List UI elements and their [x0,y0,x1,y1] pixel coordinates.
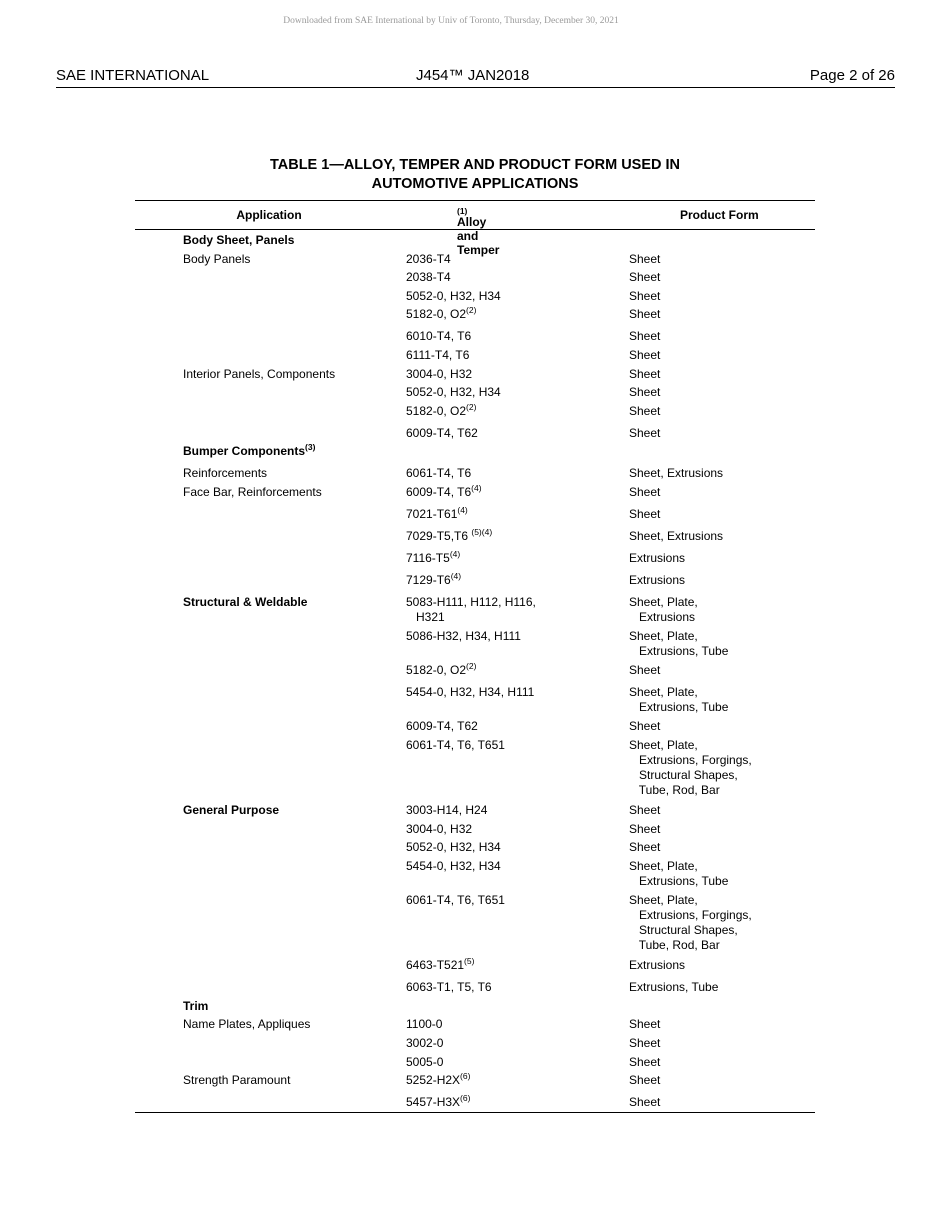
alloy-temper-cell [406,367,472,382]
application-cell-text: Bumper Components [183,444,306,458]
footnote-marker: (4) [471,483,482,493]
alloy-temper-cell [406,485,482,500]
alloy-temper-cell-text: 6009-T4, T62 [406,426,478,440]
alloy-temper-cell-text: 5182-0, O2 [406,404,467,418]
alloy-temper-cell [406,466,471,481]
column-header-alloy-label: Alloy and Temper [457,215,500,257]
product-form-cell [629,466,723,481]
alloy-temper-cell-text: 5052-0, H32, H34 [406,289,501,303]
product-form-cell [629,1036,660,1051]
footnote-marker: (3) [305,442,316,452]
product-form-cell-text: Extrusions [629,551,686,565]
product-form-cell-text: Sheet [629,840,661,854]
product-form-cell [629,803,660,818]
product-form-cell-text: Sheet [629,822,661,836]
alloy-temper-cell [406,307,476,322]
product-form-cell [629,859,728,889]
product-form-cell [629,404,660,419]
alloy-temper-cell [406,738,505,753]
product-form-cell [629,629,728,659]
alloy-temper-cell [406,685,534,700]
alloy-temper-cell [406,404,476,419]
header-doc-id: J454™ JAN2018 [416,67,530,84]
product-form-cell-text: Sheet, Plate, Extrusions, Tube [629,629,729,658]
product-form-cell [629,485,660,500]
header-page-number: Page 2 of 26 [809,67,895,84]
application-cell [183,595,307,610]
alloy-temper-cell-text: 6010-T4, T6 [406,329,472,343]
product-form-cell-text: Sheet [629,367,661,381]
application-cell-text: Face Bar, Reinforcements [183,485,322,499]
alloy-temper-cell-text: 6111-T4, T6 [406,348,470,362]
product-form-cell [629,348,660,363]
product-form-cell-text: Sheet [629,348,661,362]
product-form-cell-text: Sheet [629,307,661,321]
application-cell [183,803,279,818]
product-form-cell-text: Sheet, Plate, Extrusions [629,595,698,624]
alloy-temper-cell-text: 2036-T4 [406,252,451,266]
product-form-cell-text: Sheet [629,663,661,677]
application-cell [183,466,267,481]
product-form-cell-text: Sheet [629,803,661,817]
alloy-temper-cell-text: 5086-H32, H34, H111 [406,629,521,643]
alloy-temper-cell-text: 6009-T4, T6 [406,485,472,499]
product-form-cell [629,840,660,855]
footnote-marker: (2) [466,661,477,671]
alloy-temper-cell [406,1055,443,1070]
alloy-temper-cell-text: 7129-T6 [406,573,451,587]
product-form-cell-text: Sheet [629,289,661,303]
product-form-cell-text: Sheet [629,1017,661,1031]
table-title-line-2: AUTOMOTIVE APPLICATIONS [371,176,579,192]
alloy-temper-cell [406,1095,470,1110]
footnote-marker: (6) [460,1071,471,1081]
product-form-cell-text: Sheet, Extrusions [629,466,724,480]
table-title-line-1: TABLE 1—ALLOY, TEMPER AND PRODUCT FORM USED IN [269,157,681,173]
alloy-temper-cell-text: 5457-H3X [406,1095,461,1109]
alloy-temper-cell [406,663,476,678]
alloy-temper-cell [406,859,501,874]
alloy-temper-cell [406,252,451,267]
application-cell-text: Body Sheet, Panels [183,233,295,247]
alloy-temper-cell [406,426,478,441]
product-form-cell-text: Sheet [629,1095,661,1109]
alloy-temper-cell [406,573,461,588]
product-form-cell [629,738,752,798]
application-cell [183,252,250,267]
product-form-cell [629,252,660,267]
alloy-temper-cell-text: 5083-H111, H112, H116, H321 [406,595,536,624]
alloy-temper-cell-text: 3004-0, H32 [406,822,473,836]
alloy-temper-cell [406,385,501,400]
product-form-cell-text: Sheet [629,1073,661,1087]
footnote-marker: (4) [449,549,461,559]
footnote-marker: (2) [466,305,477,315]
alloy-temper-cell [406,822,472,837]
product-form-cell-text: Sheet [629,719,661,733]
alloy-temper-cell-text: 3003-H14, H24 [406,803,488,817]
application-cell [183,485,322,500]
alloy-temper-cell [406,958,474,973]
product-form-cell [629,980,718,995]
alloy-temper-cell-text: 5182-0, O2 [406,663,467,677]
product-form-cell-text: Sheet [629,252,661,266]
column-header-product-form: Product Form [680,208,759,222]
column-header-application: Application [236,208,302,222]
column-header-alloy [457,206,500,257]
alloy-temper-cell [406,595,536,625]
alloy-temper-cell [406,719,478,734]
application-cell [183,1017,310,1032]
alloy-temper-cell-text: 6061-T4, T6 [406,466,472,480]
product-form-cell-text: Sheet [629,404,661,418]
product-form-cell [629,551,685,566]
product-form-cell [629,329,660,344]
alloy-temper-cell-text: 6463-T521 [406,958,465,972]
product-form-cell-text: Sheet [629,385,661,399]
application-cell-text: Body Panels [183,252,251,266]
alloy-temper-cell-text: 3004-0, H32 [406,367,473,381]
product-form-cell-text: Sheet [629,507,661,521]
alloy-table [135,200,815,1113]
application-cell-text: Trim [183,999,209,1013]
product-form-cell [629,893,752,953]
product-form-cell [629,1055,660,1070]
product-form-cell-text: Sheet [629,485,661,499]
application-cell-text: Structural & Weldable [183,595,308,609]
application-cell-text: Name Plates, Appliques [183,1017,311,1031]
alloy-temper-cell-text: 5052-0, H32, H34 [406,385,501,399]
product-form-cell-text: Sheet, Plate, Extrusions, Forgings, Structural Shapes, Tube, Rod, Bar [629,738,752,797]
product-form-cell [629,1017,660,1032]
product-form-cell [629,573,685,588]
footnote-marker: (4) [450,571,462,581]
alloy-temper-cell [406,270,451,285]
application-cell [183,1073,290,1088]
alloy-temper-cell [406,893,505,908]
alloy-temper-cell [406,980,492,995]
product-form-cell [629,426,660,441]
product-form-cell-text: Extrusions [629,573,686,587]
alloy-temper-cell-text: 1100-0 [406,1017,443,1031]
product-form-cell [629,822,660,837]
table-body [135,230,815,1112]
footnote-marker: (2) [466,402,477,412]
product-form-cell-text: Sheet [629,329,661,343]
header-org: SAE INTERNATIONAL [56,67,210,84]
footnote-marker: (6) [460,1093,471,1103]
alloy-temper-cell-text: 6009-T4, T62 [406,719,478,733]
product-form-cell-text: Sheet, Plate, Extrusions, Tube [629,859,729,888]
alloy-temper-cell [406,529,492,544]
alloy-temper-cell [406,289,501,304]
product-form-cell-text: Sheet, Plate, Extrusions, Tube [629,685,729,714]
application-cell-text: Strength Paramount [183,1073,291,1087]
alloy-temper-cell [406,329,471,344]
footnote-marker: (4) [457,505,468,515]
alloy-temper-cell-text: 5252-H2X [406,1073,461,1087]
column-header-alloy-footnote: (1) [457,206,468,216]
alloy-temper-cell [406,1073,470,1088]
application-cell [183,233,294,248]
alloy-temper-cell-text: 7116-T5 [406,551,450,565]
download-note: Downloaded from SAE International by Univ of Toronto, Thursday, December 30, 2021 [283,16,619,26]
alloy-temper-cell [406,629,521,644]
page-header [56,67,895,88]
product-form-cell-text: Sheet [629,1036,661,1050]
footnote-marker: (5)(4) [471,527,493,537]
alloy-temper-cell [406,840,501,855]
application-cell-text: General Purpose [183,803,280,817]
product-form-cell-text: Sheet [629,426,661,440]
alloy-temper-cell-text: 6063-T1, T5, T6 [406,980,492,994]
alloy-temper-cell [406,348,469,363]
alloy-temper-cell-text: 2038-T4 [406,270,451,284]
product-form-cell-text: Sheet [629,1055,661,1069]
alloy-temper-cell-text: 3002-0 [406,1036,444,1050]
product-form-cell [629,529,723,544]
alloy-temper-cell-text: 7021-T61 [406,507,458,521]
product-form-cell-text: Sheet, Extrusions [629,529,724,543]
product-form-cell [629,958,685,973]
product-form-cell [629,685,728,715]
product-form-cell [629,1073,660,1088]
product-form-cell-text: Extrusions, Tube [629,980,719,994]
product-form-cell [629,385,660,400]
application-cell-text: Interior Panels, Components [183,367,336,381]
product-form-cell-text: Extrusions [629,958,686,972]
product-form-cell [629,663,660,678]
product-form-cell [629,507,660,522]
alloy-temper-cell-text: 5454-0, H32, H34 [406,859,501,873]
alloy-temper-cell-text: 6061-T4, T6, T651 [406,893,505,907]
application-cell [183,444,315,459]
product-form-cell [629,719,660,734]
table-title [135,156,815,194]
product-form-cell [629,307,660,322]
alloy-temper-cell [406,803,487,818]
alloy-temper-cell [406,507,468,522]
product-form-cell [629,595,698,625]
alloy-temper-cell [406,551,460,566]
alloy-temper-cell-text: 5182-0, O2 [406,307,467,321]
product-form-cell-text: Sheet [629,270,661,284]
product-form-cell [629,270,660,285]
product-form-cell-text: Sheet, Plate, Extrusions, Forgings, Structural Shapes, Tube, Rod, Bar [629,893,752,952]
footnote-marker: (5) [464,956,475,966]
alloy-temper-cell [406,1017,442,1032]
alloy-temper-cell-text: 7029-T5,T6 [406,529,472,543]
alloy-temper-cell-text: 5052-0, H32, H34 [406,840,501,854]
application-cell [183,999,208,1014]
alloy-temper-cell [406,1036,443,1051]
alloy-temper-cell-text: 5005-0 [406,1055,444,1069]
product-form-cell [629,1095,660,1110]
application-cell [183,367,335,382]
product-form-cell [629,289,660,304]
alloy-temper-cell-text: 5454-0, H32, H34, H111 [406,685,535,699]
alloy-temper-cell-text: 6061-T4, T6, T651 [406,738,505,752]
product-form-cell [629,367,660,382]
application-cell-text: Reinforcements [183,466,268,480]
